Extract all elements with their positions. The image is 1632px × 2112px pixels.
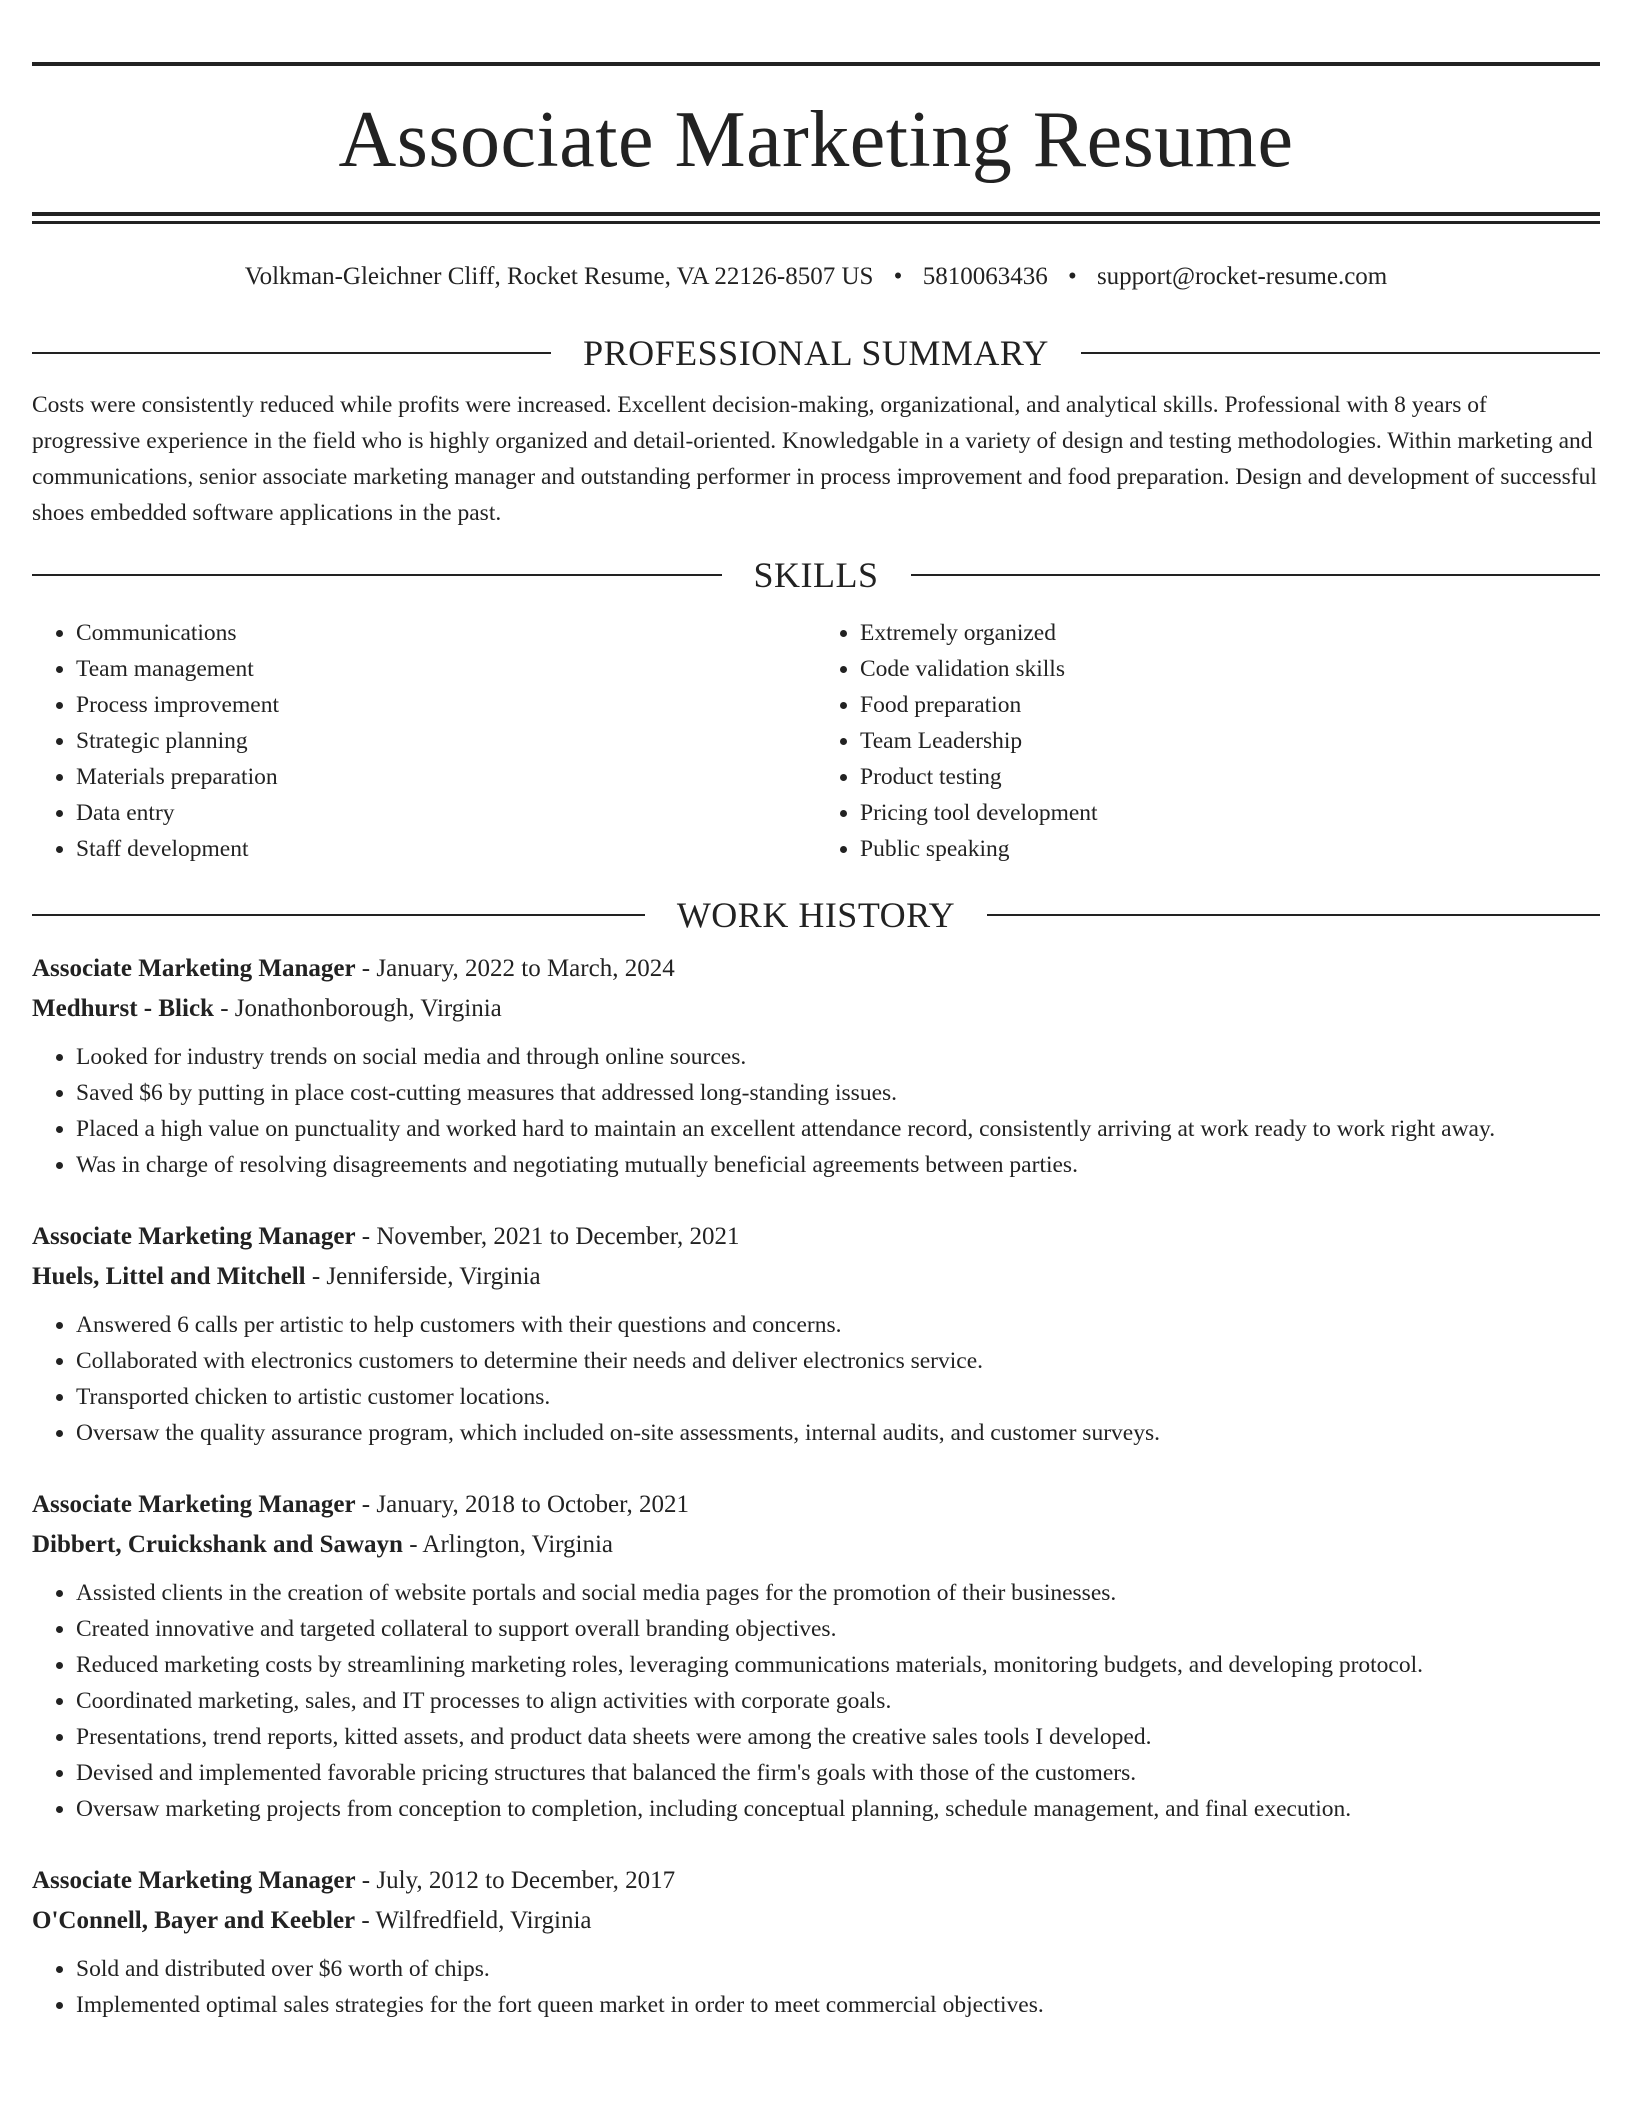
skill-item: • Staff development [76, 831, 816, 867]
contact-phone: 5810063436 [922, 263, 1048, 290]
job-title: Associate Marketing Manager [32, 1223, 356, 1250]
job-bullet: • Presentations, trend reports, kitted assets, and product data sheets were among the creative sales tools I developed. [76, 1719, 1600, 1755]
job-company-line [32, 1257, 1600, 1297]
job-company: O'Connell, Bayer and Keebler [32, 1907, 356, 1934]
skills-column-right [816, 615, 1600, 867]
job-dates: - July, 2012 to December, 2017 [355, 1867, 676, 1894]
top-rule [32, 62, 1600, 66]
job-title-line [32, 1485, 1600, 1525]
contact-info [32, 264, 1600, 289]
job-title-line [32, 1861, 1600, 1901]
skill-item: • Code validation skills [860, 651, 1600, 687]
job-bullets [32, 1039, 1600, 1183]
job-bullet: • Saved $6 by putting in place cost-cutting measures that addressed long-standing issues. [76, 1075, 1600, 1111]
job-bullet: • Was in charge of resolving disagreements and negotiating mutually beneficial agreements between parties. [76, 1147, 1600, 1183]
job-entry [32, 949, 1600, 1183]
job-entry [32, 1861, 1600, 2023]
job-bullet: • Coordinated marketing, sales, and IT processes to align activities with corporate goals. [76, 1683, 1600, 1719]
job-bullet: • Created innovative and targeted collateral to support overall branding objectives. [76, 1611, 1600, 1647]
job-title-line [32, 949, 1600, 989]
skill-item: • Extremely organized [860, 615, 1600, 651]
skill-item: • Team Leadership [860, 723, 1600, 759]
job-company: Dibbert, Cruickshank and Sawayn [32, 1531, 403, 1558]
job-company: Medhurst - Blick [32, 995, 214, 1022]
job-entry [32, 1217, 1600, 1451]
contact-separator: • [893, 263, 903, 290]
job-bullets [32, 1307, 1600, 1451]
page-title: Associate Marketing Resume [338, 96, 1294, 184]
job-company-line [32, 989, 1600, 1029]
job-title-line [32, 1217, 1600, 1257]
job-entry [32, 1485, 1600, 1827]
skill-item: • Communications [76, 615, 816, 651]
job-bullet: • Transported chicken to artistic customer locations. [76, 1379, 1600, 1415]
contact-address: Volkman-Gleichner Cliff, Rocket Resume, VA 22126-8507 US [244, 263, 874, 290]
job-title: Associate Marketing Manager [32, 1867, 356, 1894]
job-bullet: • Assisted clients in the creation of website portals and social media pages for the promotion of their businesses. [76, 1575, 1600, 1611]
contact-separator: • [1067, 263, 1077, 290]
skill-item: • Materials preparation [76, 759, 816, 795]
resume-page [32, 0, 1600, 2023]
skill-item: • Data entry [76, 795, 816, 831]
skill-item: • Public speaking [860, 831, 1600, 867]
job-location: - Wilfredfield, Virginia [355, 1907, 592, 1934]
skills-heading-label: SKILLS [753, 555, 879, 595]
skill-item: • Pricing tool development [860, 795, 1600, 831]
contact-email: support@rocket-resume.com [1096, 263, 1388, 290]
job-bullet: • Sold and distributed over $6 worth of chips. [76, 1951, 1600, 1987]
job-bullet: • Collaborated with electronics customers to determine their needs and deliver electronics service. [76, 1343, 1600, 1379]
job-company-line [32, 1525, 1600, 1565]
skill-item: • Strategic planning [76, 723, 816, 759]
job-bullets [32, 1575, 1600, 1827]
work-heading-label: WORK HISTORY [676, 895, 956, 935]
job-bullet: • Placed a high value on punctuality and worked hard to maintain an excellent attendance record, consistently arriving at work ready to work right away. [76, 1111, 1600, 1147]
skills-list [32, 615, 1600, 867]
skill-item: • Product testing [860, 759, 1600, 795]
job-location: - Jenniferside, Virginia [305, 1263, 541, 1290]
title-double-rule [32, 212, 1600, 224]
work-heading [32, 897, 1600, 933]
job-bullet: • Oversaw marketing projects from conception to completion, including conceptual planning, schedule management, and final execution. [76, 1791, 1600, 1827]
summary-heading-label: PROFESSIONAL SUMMARY [583, 333, 1049, 373]
job-company: Huels, Littel and Mitchell [32, 1263, 306, 1290]
skill-item: • Process improvement [76, 687, 816, 723]
job-bullets [32, 1951, 1600, 2023]
summary-text: Costs were consistently reduced while profits were increased. Excellent decision-making, organizational, and analytical skills. Professional with 8 years of progressive experience in the field who is highly organized and detail-oriented. Knowledgable in a variety of design and testing methodologies. Within marketing and communications, senior associate marketing manager and outstanding performer in process improvement and food preparation. Design and development of successful shoes embedded software applications in the past. [32, 392, 1597, 526]
job-title: Associate Marketing Manager [32, 955, 356, 982]
job-bullet: • Oversaw the quality assurance program, which included on-site assessments, internal audits, and customer surveys. [76, 1415, 1600, 1451]
skills-heading [32, 557, 1600, 593]
job-company-line [32, 1901, 1600, 1941]
skill-item: • Team management [76, 651, 816, 687]
skill-item: • Food preparation [860, 687, 1600, 723]
job-title: Associate Marketing Manager [32, 1491, 356, 1518]
job-location: - Jonathonborough, Virginia [213, 995, 502, 1022]
job-bullet: • Devised and implemented favorable pricing structures that balanced the firm's goals with those of the customers. [76, 1755, 1600, 1791]
skills-column-left [32, 615, 816, 867]
work-history [32, 949, 1600, 2023]
summary-heading [32, 335, 1600, 371]
job-bullet: • Reduced marketing costs by streamlining marketing roles, leveraging communications materials, monitoring budgets, and developing protocol. [76, 1647, 1600, 1683]
job-bullet: • Answered 6 calls per artistic to help customers with their questions and concerns. [76, 1307, 1600, 1343]
job-location: - Arlington, Virginia [402, 1531, 614, 1558]
job-bullet: • Implemented optimal sales strategies for the fort queen market in order to meet commercial objectives. [76, 1987, 1600, 2023]
job-bullet: • Looked for industry trends on social media and through online sources. [76, 1039, 1600, 1075]
job-dates: - January, 2018 to October, 2021 [355, 1491, 689, 1518]
job-dates: - November, 2021 to December, 2021 [355, 1223, 740, 1250]
job-dates: - January, 2022 to March, 2024 [355, 955, 675, 982]
